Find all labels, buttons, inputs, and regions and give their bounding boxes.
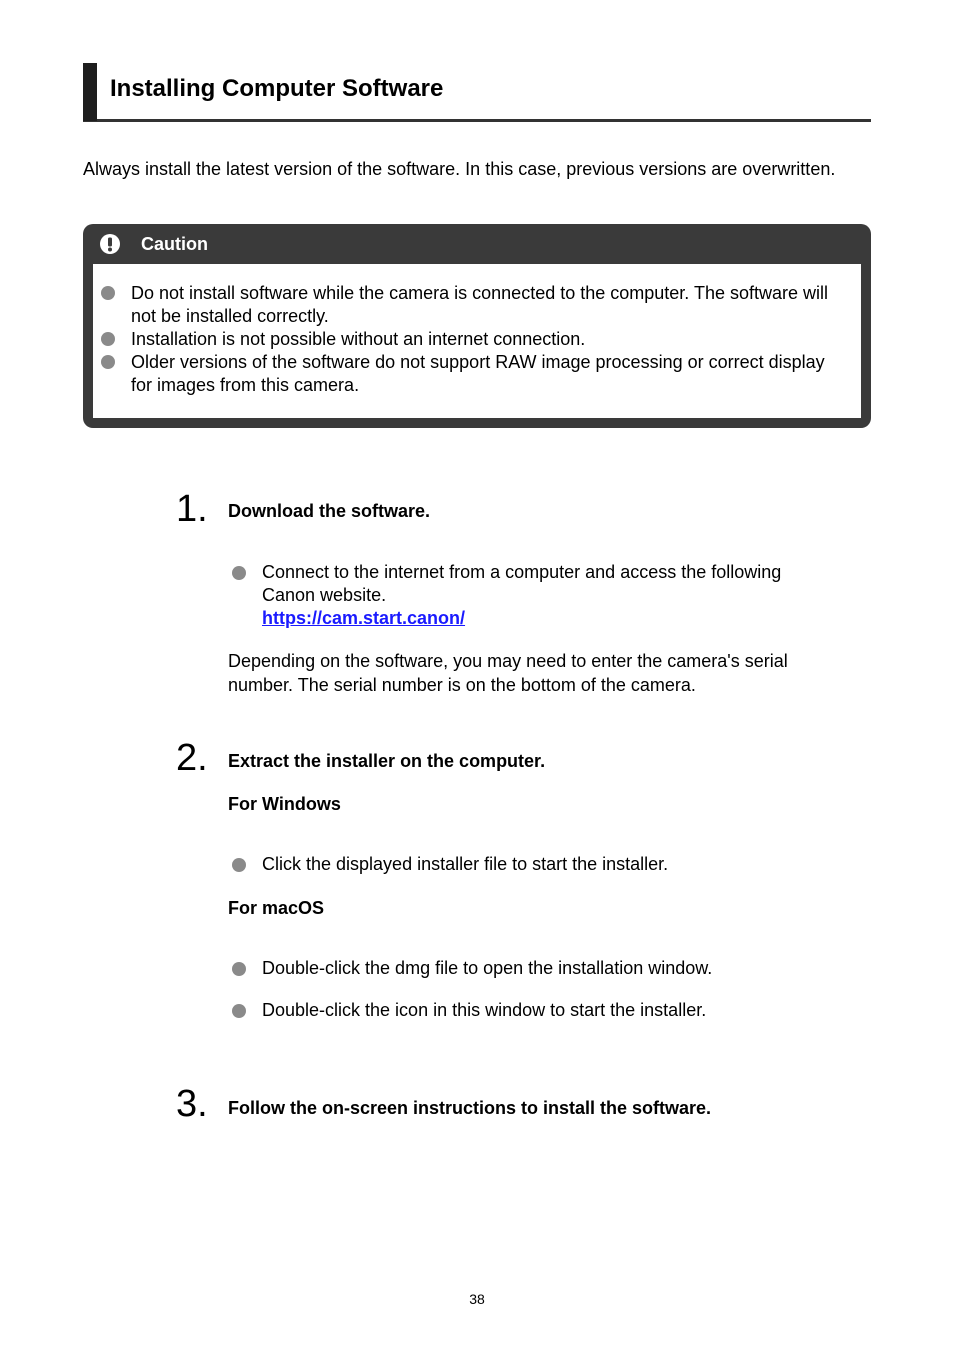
section-heading xyxy=(83,63,871,122)
serial-number-note: Depending on the software, you may need to enter the camera's serial number. The serial number is on the bottom of the camera. xyxy=(228,651,788,695)
list-item: Connect to the internet from a computer and access the following Canon website. https://cam.start.canon/ xyxy=(228,561,838,630)
caution-box xyxy=(83,224,871,428)
page-title: Installing Computer Software xyxy=(110,75,444,102)
caution-item: Do not install software while the camera is connected to the computer. The software will not be installed correctly. xyxy=(93,282,833,328)
list-item: Click the displayed installer file to start the installer. xyxy=(228,853,838,876)
list-item: Double-click the icon in this window to start the installer. xyxy=(228,999,838,1022)
caution-item: Older versions of the software do not support RAW image processing or correct display for images from this camera. xyxy=(93,351,833,397)
step-number: 1. xyxy=(176,488,208,530)
caution-item: Installation is not possible without an internet connection. xyxy=(93,328,833,351)
macos-heading: For macOS xyxy=(228,898,325,918)
bullet-dot-icon xyxy=(232,1004,246,1018)
step-title: Follow the on-screen instructions to install the software. xyxy=(228,1098,712,1118)
caution-body xyxy=(93,264,861,418)
bullet-dot-icon xyxy=(232,858,246,872)
page-number: 38 xyxy=(469,1291,485,1307)
list-item: Double-click the dmg file to open the installation window. xyxy=(228,957,838,980)
bullet-dot-icon xyxy=(101,332,115,346)
bullet-dot-icon xyxy=(232,566,246,580)
caution-label: Caution xyxy=(141,234,208,254)
bullet-dot-icon xyxy=(232,962,246,976)
exclamation-icon xyxy=(100,234,120,254)
step-title: Extract the installer on the computer. xyxy=(228,751,546,771)
intro-text: Always install the latest version of the software. In this case, previous versions are overwritten. xyxy=(83,159,836,179)
caution-header xyxy=(83,224,871,264)
caution-list xyxy=(93,282,833,397)
bullet-dot-icon xyxy=(101,286,115,300)
windows-heading: For Windows xyxy=(228,794,341,814)
canon-website-link[interactable]: https://cam.start.canon/ xyxy=(262,608,466,628)
step-number: 2. xyxy=(176,737,208,779)
step-number: 3. xyxy=(176,1083,208,1125)
heading-accent-bar xyxy=(83,63,97,121)
bullet-dot-icon xyxy=(101,355,115,369)
step-title: Download the software. xyxy=(228,501,431,521)
